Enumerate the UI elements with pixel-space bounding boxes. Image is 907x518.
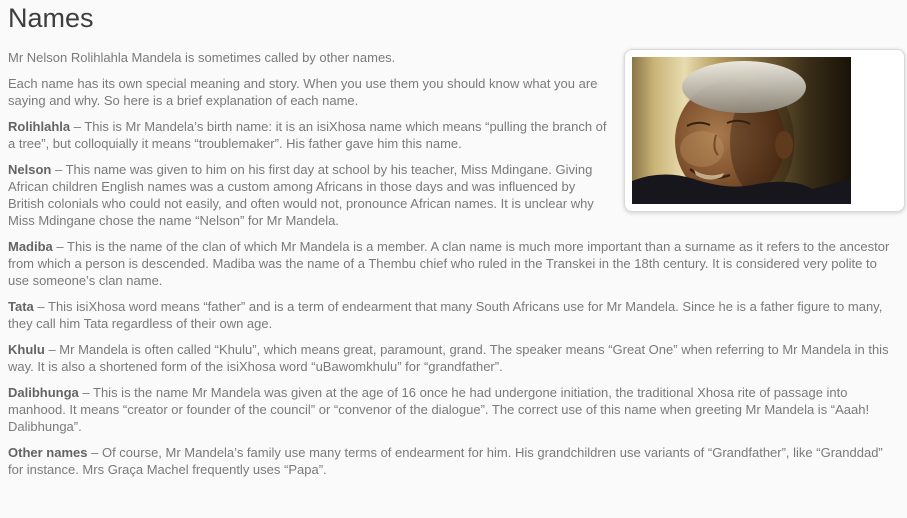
name-term: Nelson	[8, 162, 52, 178]
name-term: Madiba	[8, 239, 53, 255]
paragraph-dalibhunga	[8, 384, 893, 435]
paragraph-text: – This is the name Mr Mandela was given at the age of 16 once he had undergone initiation, the traditional Xhosa rite of passage into manhood. It means “creator or founder of the council” or “convenor of the dialogue”. The correct use of this name when greeting Mr Mandela is “Aaah! Dalibhunga”.	[8, 385, 870, 435]
photo-card	[624, 49, 905, 212]
name-term: Rolihlahla	[8, 119, 71, 135]
name-term: Other names	[8, 445, 88, 461]
paragraph-text: – This is Mr Mandela’s birth name: it is an isiXhosa name which means “pulling the branch of a tree”, but colloquially it means “troublemaker”. His father gave him this name.	[8, 119, 607, 152]
paragraph-text: – Mr Mandela is often called “Khulu”, which means great, paramount, grand. The speaker means “Great One” when referring to Mr Mandela in this way. It is also a shortened form of the isiXhosa word “uBawomkhulu” for “grandfather”.	[8, 342, 889, 375]
paragraph-other-names	[8, 444, 893, 478]
name-term: Khulu	[8, 342, 45, 358]
paragraph-text: Each name has its own special meaning and story. When you use them you should know what you are saying and why. So here is a brief explanation of each name.	[8, 76, 598, 109]
paragraph-text: – This isiXhosa word means “father” and is a term of endearment that many South Africans use for Mr Mandela. Since he is a father figure to many, they call him Tata regardless of their own age.	[8, 299, 883, 332]
mandela-portrait-photo	[632, 57, 851, 204]
paragraph-text: – Of course, Mr Mandela’s family use many terms of endearment for him. His grandchildren use variants of “Grandfather”, like “Granddad” for instance. Mrs Graça Machel frequently uses “Papa”.	[8, 445, 883, 478]
paragraph-text: – This is the name of the clan of which Mr Mandela is a member. A clan name is much more important than a surname as it refers to the ancestor from which a person is descended. Madiba was the name of a Thembu chief who ruled in the Transkei in the 18th century. It is considered very polite to use someone’s clan name.	[8, 239, 890, 289]
paragraph-text: – This name was given to him on his first day at school by his teacher, Miss Mdingane. Giving African children English names was a custom among Africans in those days and was influenced by British colonials who could not easily, and often would not, pronounce African names. It is unclear why Miss Mdingane chose the name “Nelson” for Mr Mandela.	[8, 162, 594, 229]
name-term: Tata	[8, 299, 34, 315]
paragraph-text: Mr Nelson Rolihlahla Mandela is sometimes called by other names.	[8, 50, 396, 66]
paragraph-khulu	[8, 341, 893, 375]
name-term: Dalibhunga	[8, 385, 79, 401]
page-title: Names	[8, 3, 94, 33]
paragraph-madiba	[8, 238, 893, 289]
paragraph-tata	[8, 298, 893, 332]
